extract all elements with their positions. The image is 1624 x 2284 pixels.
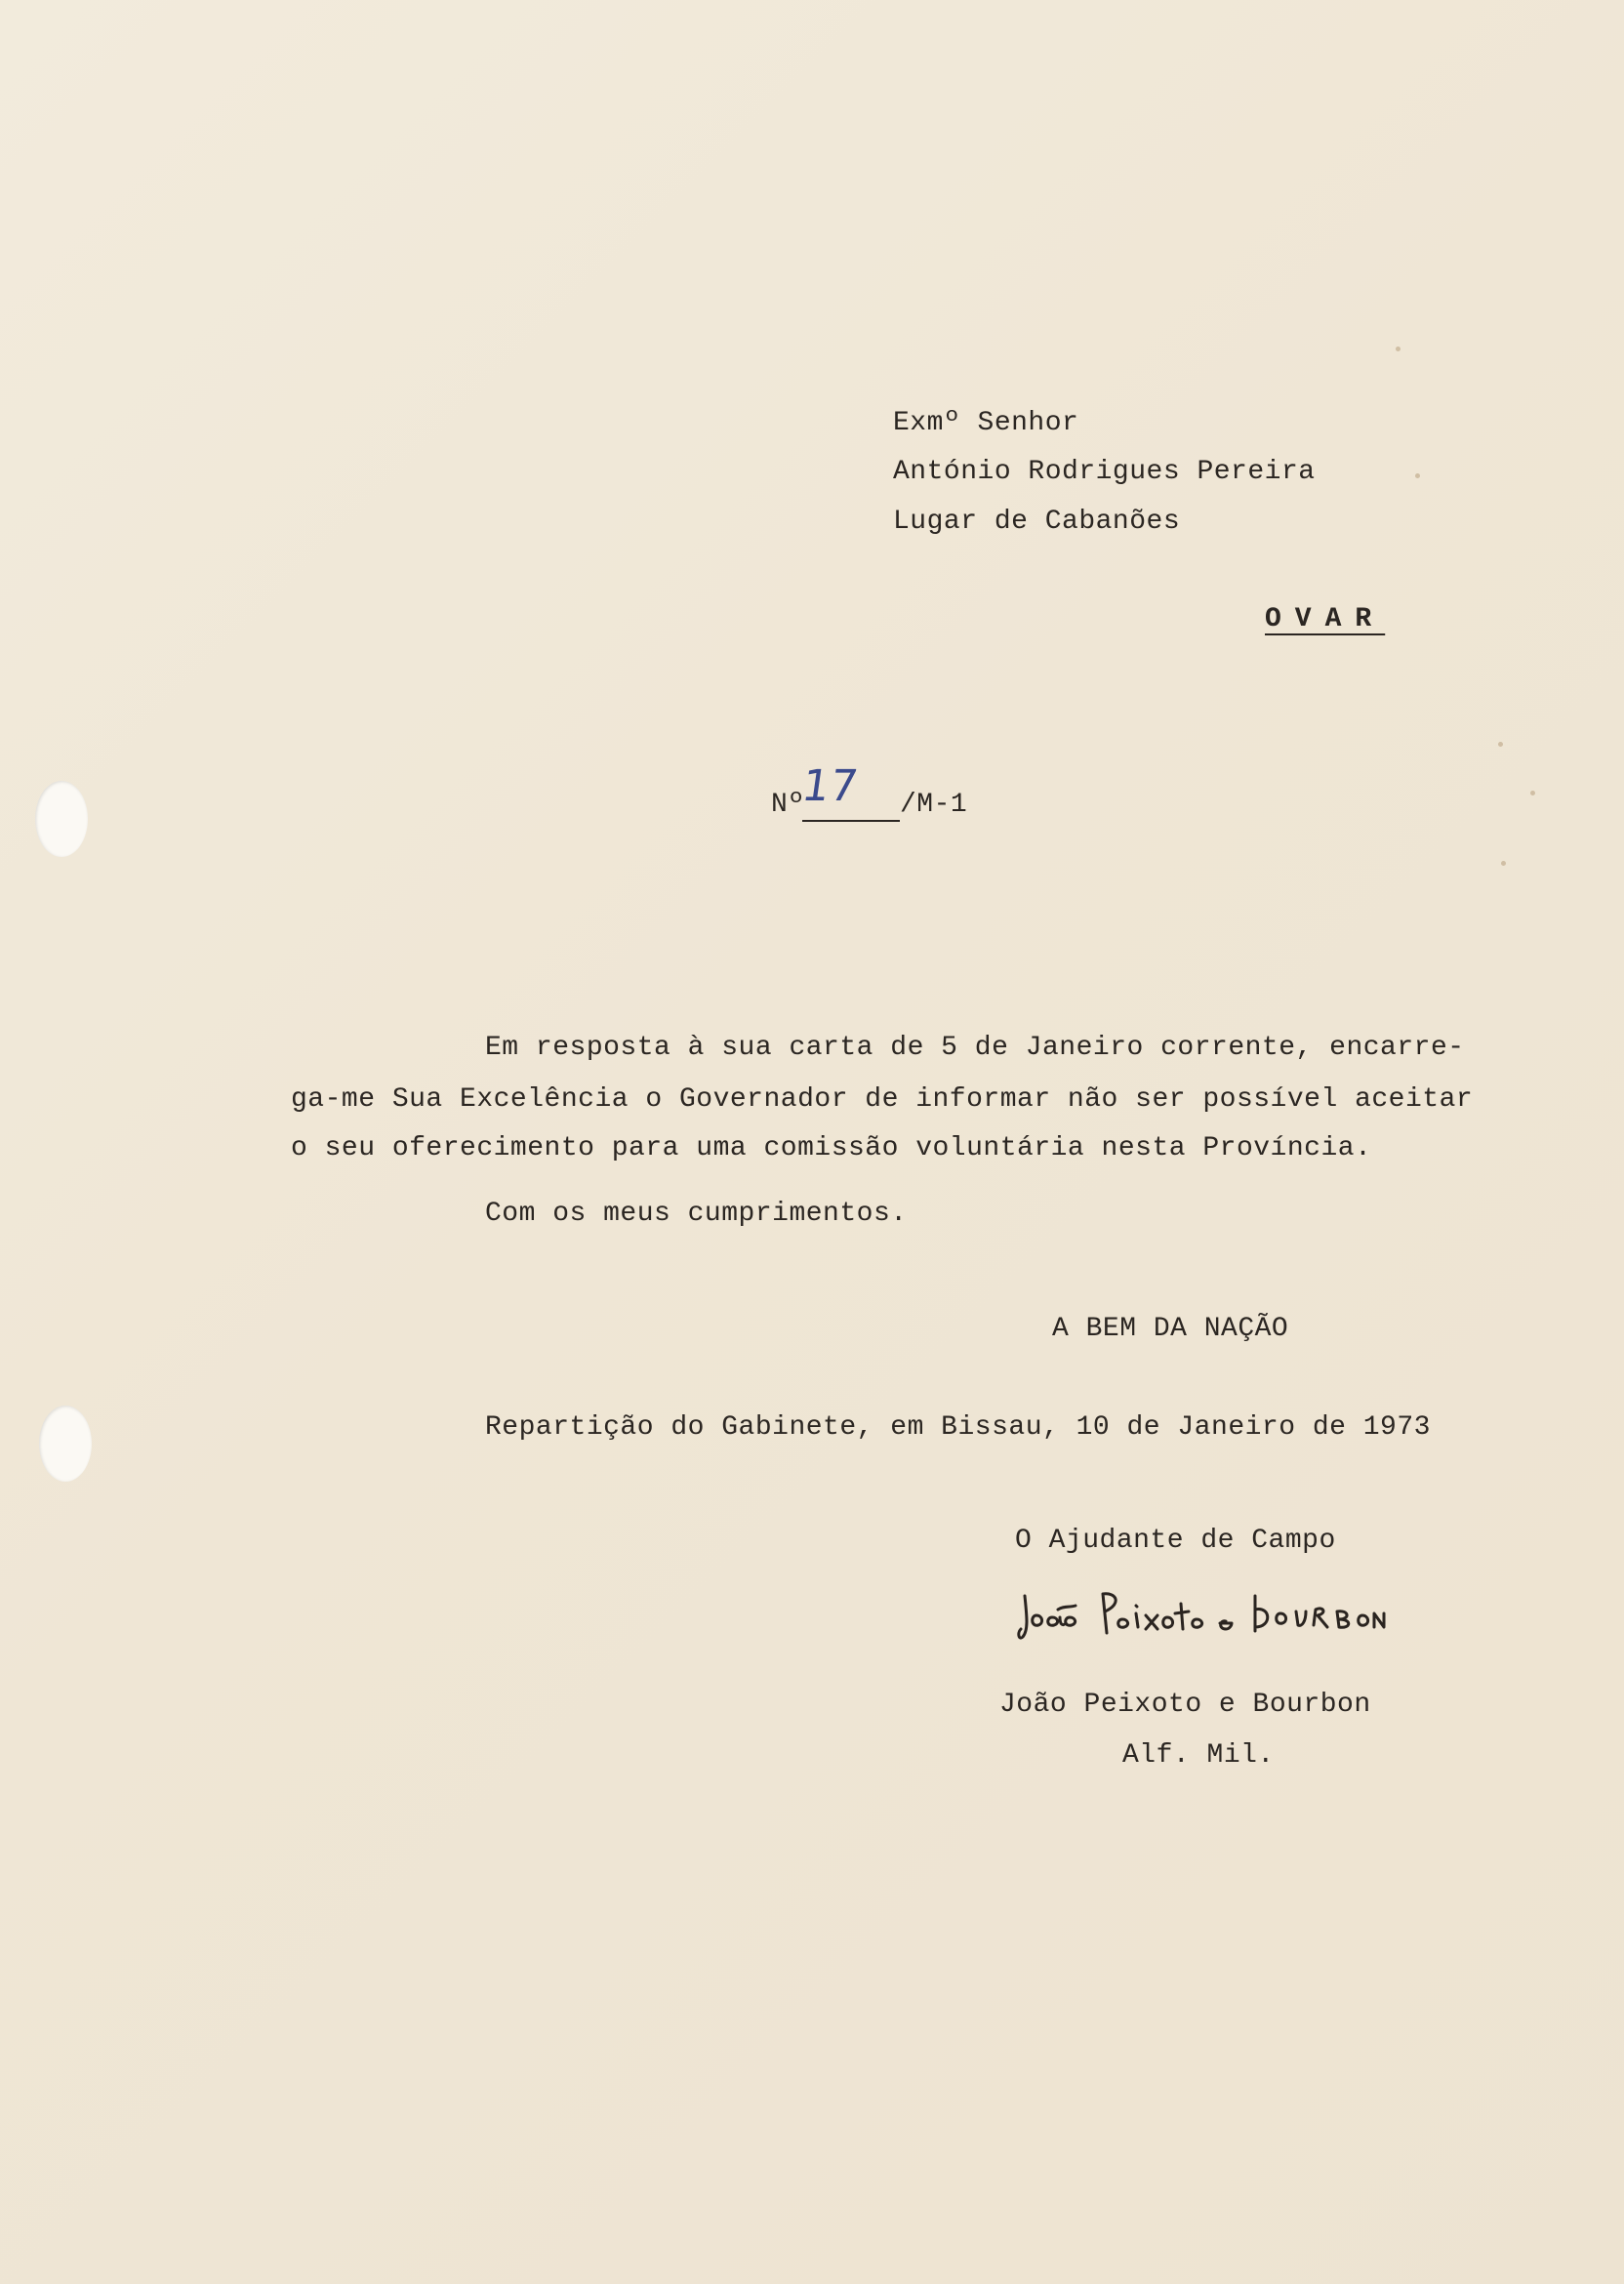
recipient-salutation: Exmº Senhor bbox=[893, 408, 1079, 438]
signatory-role: O Ajudante de Campo bbox=[1015, 1526, 1336, 1556]
paper-speck bbox=[1396, 347, 1401, 351]
closing-line: Com os meus cumprimentos. bbox=[485, 1199, 908, 1229]
paper-speck bbox=[1501, 861, 1506, 866]
body-line-2: ga-me Sua Excelência o Governador de informar não ser possível aceitar bbox=[291, 1084, 1474, 1115]
dateline: Repartição do Gabinete, em Bissau, 10 de Janeiro de 1973 bbox=[485, 1412, 1431, 1443]
reference-prefix: Nº bbox=[771, 790, 805, 820]
reference-blank-line bbox=[802, 820, 900, 822]
recipient-place: Lugar de Cabanões bbox=[893, 507, 1181, 537]
punch-hole bbox=[35, 781, 88, 857]
paper-speck bbox=[1498, 742, 1503, 747]
motto: A BEM DA NAÇÃO bbox=[1052, 1314, 1289, 1344]
recipient-city: OVAR bbox=[1265, 604, 1386, 634]
reference-suffix: /M-1 bbox=[900, 790, 968, 820]
paper-speck bbox=[1415, 473, 1420, 478]
body-line-3: o seu oferecimento para uma comissão voluntária nesta Província. bbox=[291, 1133, 1372, 1163]
handwritten-signature bbox=[1015, 1576, 1386, 1654]
signatory-rank: Alf. Mil. bbox=[1122, 1740, 1275, 1771]
signatory-name: João Peixoto e Bourbon bbox=[999, 1690, 1371, 1720]
body-line-1: Em resposta à sua carta de 5 de Janeiro corrente, encarre- bbox=[485, 1033, 1465, 1063]
reference-number-handwritten: 17 bbox=[798, 761, 862, 811]
punch-hole bbox=[39, 1406, 92, 1482]
paper-speck bbox=[1530, 791, 1535, 795]
recipient-name: António Rodrigues Pereira bbox=[893, 457, 1316, 487]
